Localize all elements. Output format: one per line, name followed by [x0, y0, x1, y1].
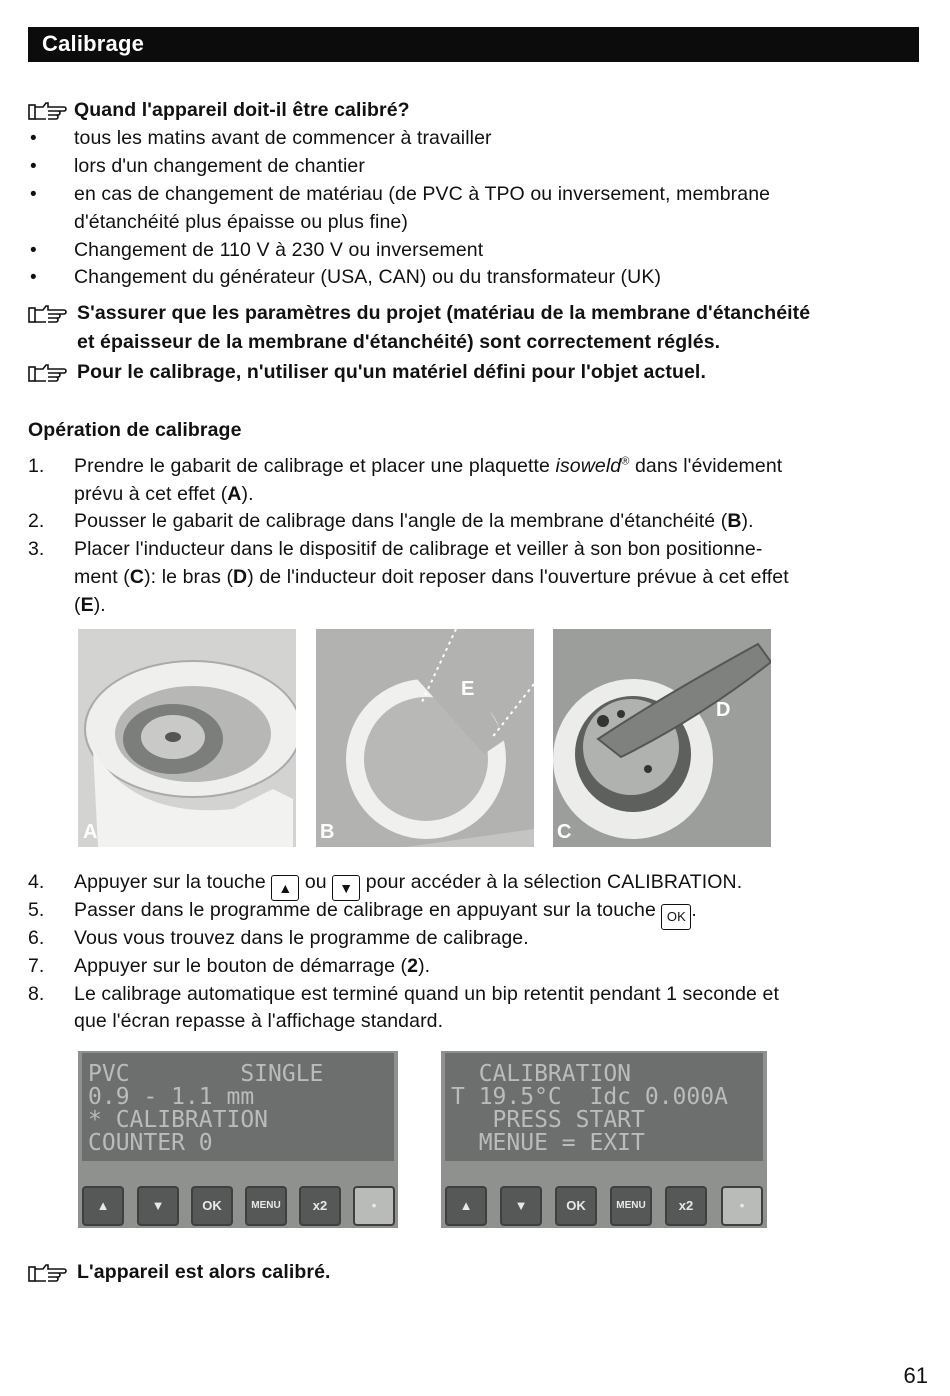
ok-button: OK — [555, 1186, 597, 1226]
lcd-line: * CALIBRATION — [88, 1107, 269, 1133]
device-display-photo — [78, 1051, 398, 1228]
bullet-icon: • — [30, 128, 37, 149]
menu-button: MENU — [610, 1186, 652, 1226]
list-item: Changement de 110 V à 230 V ou inversement — [74, 239, 484, 261]
list-item: lors d'un changement de chantier — [74, 155, 365, 177]
pointing-hand-icon — [28, 1262, 68, 1286]
subsection-heading: Opération de calibrage — [28, 419, 242, 441]
lcd-line: PRESS START — [451, 1107, 645, 1133]
step-number: 4. — [28, 871, 45, 893]
ok-button: OK — [191, 1186, 233, 1226]
lcd-line: PVC SINGLE — [88, 1061, 324, 1087]
bullet-icon: • — [30, 184, 37, 205]
question-heading: Quand l'appareil doit-il être calibré? — [74, 99, 410, 121]
step-number: 5. — [28, 899, 45, 921]
lcd-line: CALIBRATION — [451, 1061, 632, 1087]
step-text: Appuyer sur la touche ▲ ou ▼ pour accéder à la sélection CALIBRATION. — [74, 871, 742, 901]
step-text: Placer l'inducteur dans le dispositif de calibrage et veiller à son bon positionne- — [74, 538, 763, 560]
pointing-hand-icon — [28, 100, 68, 124]
photo-inductor-in-template — [553, 629, 771, 847]
lcd-screen — [82, 1053, 394, 1161]
start-button: • — [721, 1186, 763, 1226]
lcd-line: COUNTER 0 — [88, 1130, 213, 1156]
photo-label-c: C — [557, 821, 572, 843]
list-item: en cas de changement de matériau (de PVC à TPO ou inversement, membrane — [74, 183, 771, 205]
photo-label-e: E — [461, 678, 475, 700]
photo-calibration-template — [78, 629, 296, 847]
lcd-screen — [445, 1053, 763, 1161]
step-text: (E). — [74, 594, 106, 616]
start-button: • — [353, 1186, 395, 1226]
photo-template-in-corner — [316, 629, 534, 847]
step-text: Appuyer sur le bouton de démarrage (2). — [74, 955, 431, 977]
note-text: S'assurer que les paramètres du projet (matériau de la membrane d'étanchéité — [77, 302, 811, 324]
pointing-hand-icon — [28, 303, 68, 327]
brand-name: isoweld — [555, 455, 622, 477]
step-text: ment (C): le bras (D) de l'inducteur doit reposer dans l'ouverture prévue à cet effet — [74, 566, 789, 588]
step-number: 7. — [28, 955, 45, 977]
bullet-icon: • — [30, 267, 37, 288]
list-item: tous les matins avant de commencer à travailler — [74, 127, 492, 149]
step-number: 3. — [28, 538, 45, 560]
x2-button: x2 — [299, 1186, 341, 1226]
step-text: Passer dans le programme de calibrage en appuyant sur la touche OK . — [74, 899, 697, 930]
lcd-line: MENUE = EXIT — [451, 1130, 645, 1156]
down-key-icon: ▼ — [332, 875, 360, 901]
ok-key-icon: OK — [661, 904, 691, 930]
photo-label-a: A — [83, 821, 98, 843]
up-button: ▲ — [445, 1186, 487, 1226]
section-title: Calibrage — [42, 31, 145, 56]
step-number: 2. — [28, 510, 45, 532]
photo-label-b: B — [320, 821, 335, 843]
up-button: ▲ — [82, 1186, 124, 1226]
final-note: L'appareil est alors calibré. — [77, 1261, 331, 1283]
step-text: Pousser le gabarit de calibrage dans l'angle de la membrane d'étanchéité (B). — [74, 510, 754, 532]
page-number: 61 — [903, 1363, 928, 1388]
step-text: prévu à cet effet (A). — [74, 483, 254, 505]
bullet-icon: • — [30, 240, 37, 261]
x2-button: x2 — [665, 1186, 707, 1226]
step-number: 6. — [28, 927, 45, 949]
step-number: 1. — [28, 455, 45, 477]
device-display-photo — [441, 1051, 767, 1228]
up-key-icon: ▲ — [271, 875, 299, 901]
step-text: Prendre le gabarit de calibrage et placer une plaquette isoweld® dans l'évidement — [74, 455, 783, 477]
step-text: que l'écran repasse à l'affichage standard. — [74, 1010, 444, 1032]
down-button: ▼ — [500, 1186, 542, 1226]
list-item-continued: d'étanchéité plus épaisse ou plus fine) — [74, 211, 408, 233]
lcd-line: 0.9 - 1.1 mm — [88, 1084, 255, 1110]
step-text: Vous vous trouvez dans le programme de calibrage. — [74, 927, 529, 949]
photo-label-d: D — [716, 699, 731, 721]
lcd-line: T 19.5°C Idc 0.000A — [451, 1084, 728, 1110]
down-button: ▼ — [137, 1186, 179, 1226]
note-text: Pour le calibrage, n'utiliser qu'un matériel défini pour l'objet actuel. — [77, 361, 706, 383]
step-text: Le calibrage automatique est terminé quand un bip retentit pendant 1 seconde et — [74, 983, 779, 1005]
step-number: 8. — [28, 983, 45, 1005]
bullet-icon: • — [30, 156, 37, 177]
menu-button: MENU — [245, 1186, 287, 1226]
note-text: et épaisseur de la membrane d'étanchéité) sont correctement réglés. — [77, 331, 721, 353]
pointing-hand-icon — [28, 362, 68, 386]
section-header — [28, 27, 919, 62]
list-item: Changement du générateur (USA, CAN) ou du transformateur (UK) — [74, 266, 662, 288]
